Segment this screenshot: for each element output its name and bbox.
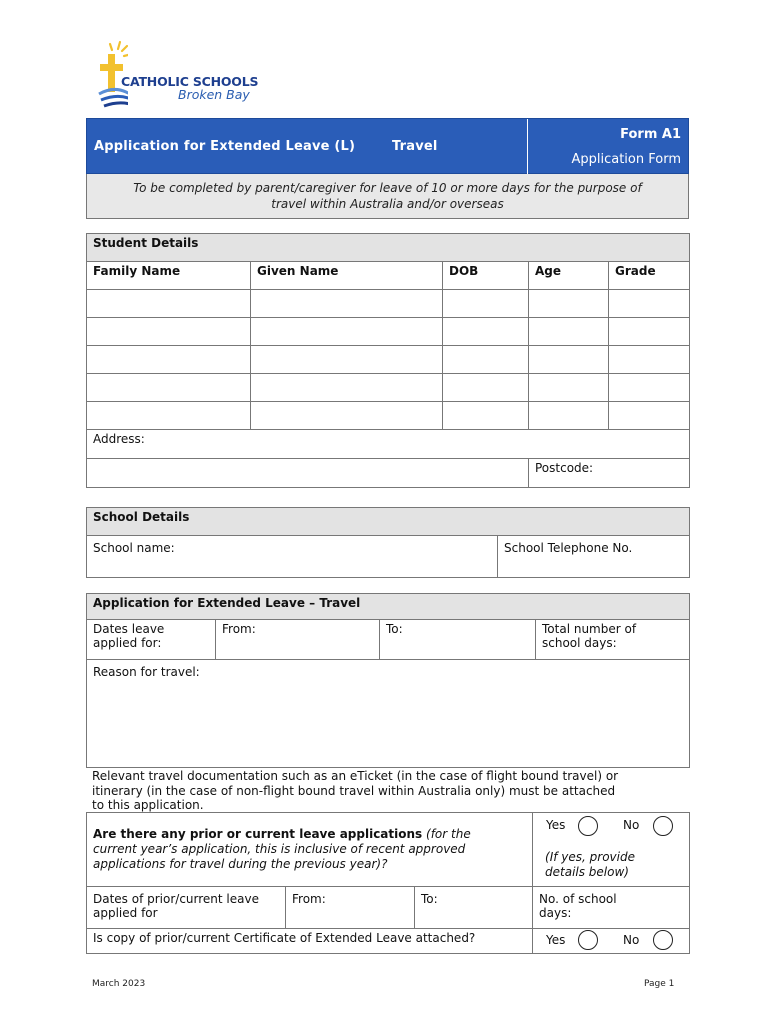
dates-leave-label-line2: applied for:: [93, 636, 162, 650]
dates-leave-label-line1: Dates leave: [93, 622, 165, 636]
application-table: [86, 593, 690, 768]
student-row: [87, 346, 690, 374]
prior-to-field[interactable]: [415, 887, 533, 929]
prior-question-italic-3: applications for travel during the previous year)?: [93, 857, 388, 871]
form-header: [86, 118, 689, 174]
address-line-2-field[interactable]: [87, 459, 529, 488]
student-row: [87, 290, 690, 318]
copy-attached-question: Is copy of prior/current Certificate of Extended Leave attached?: [87, 929, 533, 954]
prior-yes-no-cell: [533, 813, 690, 887]
from-date-field[interactable]: [216, 620, 380, 660]
age-field[interactable]: [529, 402, 609, 430]
prior-leave-question: [87, 813, 533, 887]
prior-days-field[interactable]: [533, 887, 690, 929]
form-title-type: Travel: [392, 139, 438, 154]
school-name-label: School name:: [93, 541, 175, 555]
to-date-field[interactable]: [380, 620, 536, 660]
from-label: From:: [222, 622, 256, 636]
if-yes-line-2: details below): [545, 865, 629, 879]
prior-yes-label: Yes: [546, 818, 566, 832]
col-grade: Grade: [609, 262, 690, 290]
intro-instructions: [86, 174, 689, 219]
given-name-field[interactable]: [251, 346, 443, 374]
copy-no-radio[interactable]: [653, 930, 673, 950]
address-field[interactable]: [87, 430, 690, 459]
footer-page-number: Page 1: [644, 979, 675, 989]
prior-no-radio[interactable]: [653, 816, 673, 836]
family-name-field[interactable]: [87, 290, 251, 318]
note-line-1: Relevant travel documentation such as an eTicket (in the case of flight bound travel) or: [92, 769, 619, 783]
student-row: [87, 402, 690, 430]
if-yes-line-1: (If yes, provide: [545, 850, 635, 864]
grade-field[interactable]: [609, 318, 690, 346]
prior-no-label: No: [623, 818, 640, 832]
header-divider: [527, 119, 528, 175]
total-days-label-line1: Total number of: [542, 622, 637, 636]
footer-date: March 2023: [92, 979, 146, 989]
grade-field[interactable]: [609, 402, 690, 430]
prior-question-bold: Are there any prior or current leave applications: [93, 827, 423, 841]
dates-leave-label: [87, 620, 216, 660]
age-field[interactable]: [529, 290, 609, 318]
prior-if-yes-note: [539, 850, 683, 880]
dob-field[interactable]: [443, 374, 529, 402]
student-section-title: Student Details: [87, 234, 690, 262]
age-field[interactable]: [529, 318, 609, 346]
age-field[interactable]: [529, 346, 609, 374]
total-days-field[interactable]: [536, 620, 690, 660]
prior-from-field[interactable]: [286, 887, 415, 929]
prior-dates-label-line1: Dates of prior/current leave: [93, 892, 259, 906]
given-name-field[interactable]: [251, 374, 443, 402]
dob-field[interactable]: [443, 402, 529, 430]
reason-for-travel-field[interactable]: [87, 660, 690, 768]
family-name-field[interactable]: [87, 374, 251, 402]
to-label: To:: [386, 622, 403, 636]
grade-field[interactable]: [609, 346, 690, 374]
col-dob: DOB: [443, 262, 529, 290]
prior-question-italic-2: current year’s application, this is inclusive of recent approved: [93, 842, 466, 856]
logo-text-line2: Broken Bay: [178, 87, 250, 102]
school-phone-label: School Telephone No.: [504, 541, 633, 555]
copy-yes-label: Yes: [546, 933, 566, 947]
postcode-label: Postcode:: [535, 461, 594, 475]
application-section-title: Application for Extended Leave – Travel: [87, 594, 690, 620]
family-name-field[interactable]: [87, 402, 251, 430]
prior-from-label: From:: [292, 892, 326, 906]
col-family-name: Family Name: [87, 262, 251, 290]
dob-field[interactable]: [443, 318, 529, 346]
intro-line-2: travel within Australia and/or overseas: [271, 197, 504, 211]
prior-dates-label: [87, 887, 286, 929]
form-number: Form A1: [620, 127, 681, 142]
school-phone-field[interactable]: [498, 536, 690, 578]
note-line-2: itinerary (in the case of non-flight bound travel within Australia only) must be attached: [92, 783, 616, 798]
form-type: Application Form: [571, 152, 681, 167]
col-given-name: Given Name: [251, 262, 443, 290]
intro-line-1: To be completed by parent/caregiver for leave of 10 or more days for the purpose of: [133, 181, 642, 195]
catholic-schools-logo: [98, 40, 268, 112]
copy-no-label: No: [623, 933, 640, 947]
copy-yes-radio[interactable]: [578, 930, 598, 950]
given-name-field[interactable]: [251, 290, 443, 318]
postcode-field[interactable]: [529, 459, 690, 488]
prior-yes-radio[interactable]: [578, 816, 598, 836]
prior-to-label: To:: [421, 892, 438, 906]
student-row: [87, 374, 690, 402]
prior-leave-table: [86, 812, 690, 954]
school-section-title: School Details: [87, 508, 690, 536]
grade-field[interactable]: [609, 290, 690, 318]
total-days-label-line2: school days:: [542, 636, 617, 650]
documentation-note: [92, 769, 682, 813]
copy-yes-no-cell: [533, 929, 690, 954]
reason-label: Reason for travel:: [93, 665, 200, 679]
student-row: [87, 318, 690, 346]
form-title: Application for Extended Leave (L): [94, 139, 356, 154]
prior-days-label-line1: No. of school: [539, 892, 617, 906]
given-name-field[interactable]: [251, 318, 443, 346]
prior-days-label-line2: days:: [539, 906, 572, 920]
dob-field[interactable]: [443, 290, 529, 318]
given-name-field[interactable]: [251, 402, 443, 430]
logo-text-line1: CATHOLIC SCHOOLS: [121, 74, 259, 89]
family-name-field[interactable]: [87, 346, 251, 374]
family-name-field[interactable]: [87, 318, 251, 346]
school-name-field[interactable]: [87, 536, 498, 578]
address-label: Address:: [93, 432, 145, 446]
prior-dates-label-line2: applied for: [93, 906, 158, 920]
grade-field[interactable]: [609, 374, 690, 402]
student-details-table: [86, 233, 690, 488]
note-line-3: to this application.: [92, 798, 204, 812]
school-details-table: [86, 507, 690, 578]
dob-field[interactable]: [443, 346, 529, 374]
col-age: Age: [529, 262, 609, 290]
prior-question-italic-1: (for the: [426, 827, 471, 841]
age-field[interactable]: [529, 374, 609, 402]
